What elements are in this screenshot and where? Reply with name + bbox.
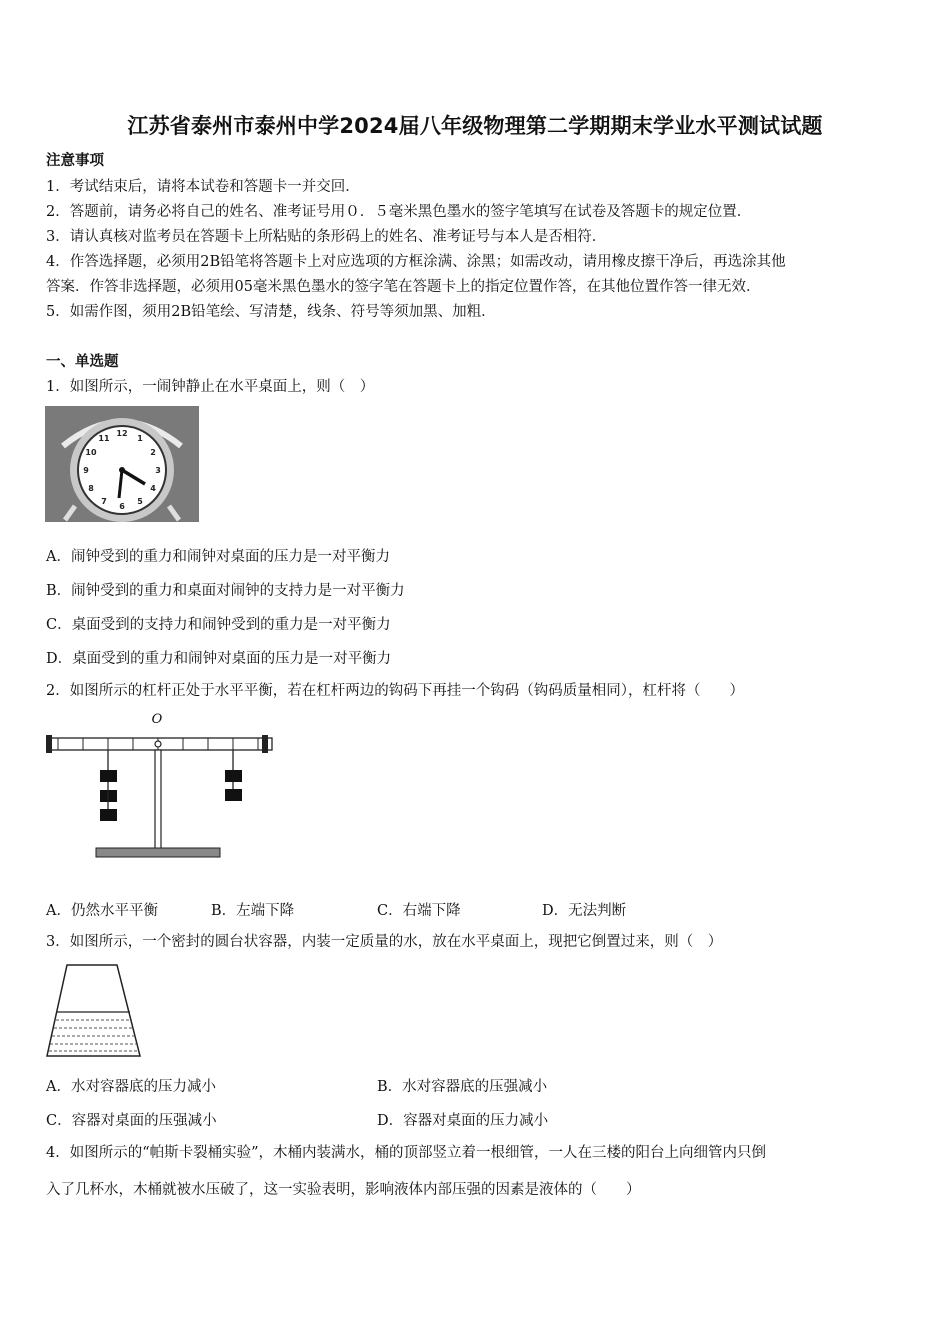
clock-number: 11 [98,434,110,443]
notice-item-4-cont: 答案．作答非选择题，必须用05毫米黑色墨水的签字笔在答题卡上的指定位置作答，在其他位置作答一律无效． [46,279,761,295]
q1-option-a: A．闹钟受到的重力和闹钟对桌面的压力是一对平衡力 [46,549,390,565]
clock-number: 8 [88,484,94,493]
clock-number: 10 [85,448,97,457]
notice-item-1: 1．考试结束后，请将本试卷和答题卡一并交回． [46,179,360,195]
notice-heading: 注意事项 [46,152,104,169]
clock-number: 9 [83,466,89,475]
q3-option-d: D．容器对桌面的压力减小 [377,1113,549,1129]
left-weight [100,809,117,821]
lever-base [96,848,220,857]
right-weight [225,789,242,801]
notice-item-4: 4．作答选择题，必须用2B铅笔将答题卡上对应选项的方框涂满、涂黑；如需改动，请用橡皮擦干净后，再选涂其他 [46,254,786,270]
q4-stem-line-2: 入了几杯水，木桶就被水压破了，这一实验表明，影响液体内部压强的因素是液体的（ ） [46,1182,641,1198]
clock-number: 2 [150,448,156,457]
page-title: 江苏省泰州市泰州中学2024届八年级物理第二学期期末学业水平测试试题 [127,114,823,138]
q2-option-c: C．右端下降 [377,903,461,919]
right-weight [225,770,242,782]
left-weight [100,770,117,782]
lever-right-nut [262,735,268,753]
lever-figure [44,710,276,862]
truncated-cone-container-figure [44,962,144,1060]
clock-number: 1 [137,434,143,443]
q2-option-a: A．仍然水平平衡 [46,903,158,919]
clock-number: 7 [101,497,107,506]
q2-option-d: D．无法判断 [542,903,627,919]
clock-number: 6 [119,502,125,511]
notice-item-2: 2．答题前，请务必将自己的姓名、准考证号用０．５毫米黑色墨水的签字笔填写在试卷及答题卡的规定位置． [46,204,752,220]
section-heading: 一、单选题 [46,353,119,370]
alarm-clock-figure [45,406,199,522]
q2-option-b: B．左端下降 [211,903,295,919]
q1-option-c: C．桌面受到的支持力和闹钟受到的重力是一对平衡力 [46,617,391,633]
lever-stand [155,750,161,850]
pivot-point [155,741,161,747]
pivot-label: O [151,712,163,727]
container-outline [47,965,140,1056]
q3-option-b: B．水对容器底的压强减小 [377,1079,548,1095]
clock-number: 3 [155,466,161,475]
q3-option-a: A．水对容器底的压力减小 [46,1079,216,1095]
clock-number: 5 [137,497,143,506]
q3-stem: 3．如图所示，一个密封的圆台状容器，内装一定质量的水，放在水平桌面上，现把它倒置过来，则（ ） [46,934,723,950]
q3-option-c: C．容器对桌面的压强减小 [46,1113,217,1129]
q1-option-d: D．桌面受到的重力和闹钟对桌面的压力是一对平衡力 [46,651,392,667]
q1-stem: 1．如图所示，一闹钟静止在水平桌面上，则（ ） [46,379,375,395]
notice-item-3: 3．请认真核对监考员在答题卡上所粘贴的条形码上的姓名、准考证号与本人是否相符． [46,229,607,245]
notice-item-5: 5．如需作图，须用2B铅笔绘、写清楚，线条、符号等须加黑、加粗． [46,304,496,320]
lever-left-nut [46,735,52,753]
q2-stem: 2．如图所示的杠杆正处于水平平衡，若在杠杆两边的钩码下再挂一个钩码（钩码质量相同），杠杆将（ ） [46,683,744,699]
clock-number: 12 [116,429,128,438]
q1-option-b: B．闹钟受到的重力和桌面对闹钟的支持力是一对平衡力 [46,583,405,599]
clock-center [119,467,125,473]
clock-number: 4 [150,484,156,493]
q4-stem-line-1: 4．如图所示的“帕斯卡裂桶实验”，木桶内装满水，桶的顶部竖立着一根细管，一人在三楼的阳台上向细管内只倒 [46,1145,767,1161]
